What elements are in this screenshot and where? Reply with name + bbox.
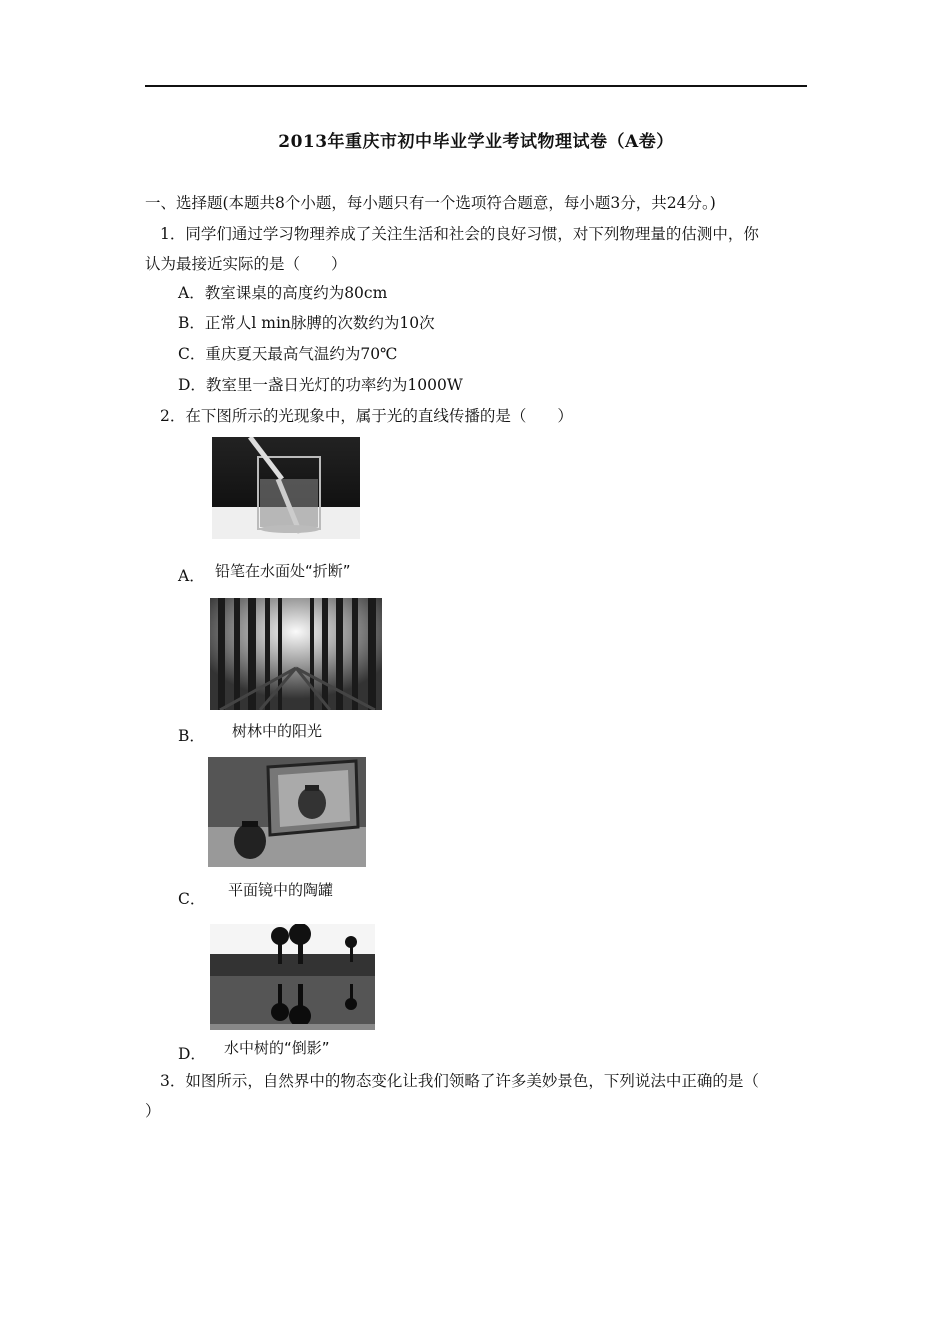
exam-title: 2013年重庆市初中毕业学业考试物理试卷（A卷） bbox=[278, 132, 674, 152]
q1-stem-line2: 认为最接近实际的是（ ） bbox=[145, 255, 347, 273]
q2-option-a-caption: 铅笔在水面处“折断” bbox=[215, 562, 351, 580]
q1-option-a: A．教室课桌的高度约为80cm bbox=[178, 284, 388, 302]
mirror-jar-image bbox=[208, 757, 366, 867]
tree-reflection-image bbox=[210, 924, 375, 1030]
q2-option-c-label: C． bbox=[178, 890, 206, 908]
q2-option-d-label: D． bbox=[178, 1045, 206, 1063]
header-rule bbox=[145, 85, 807, 87]
q2-option-c-caption: 平面镜中的陶罐 bbox=[228, 881, 334, 899]
q1-stem-line1: 1．同学们通过学习物理养成了关注生活和社会的良好习惯，对下列物理量的估测中，你 bbox=[160, 225, 759, 243]
q2-option-b-caption: 树林中的阳光 bbox=[232, 722, 323, 740]
section-header: 一、选择题(本题共8个小题，每小题只有一个选项符合题意，每小题3分，共24分。) bbox=[145, 194, 716, 212]
q1-option-b: B．正常人l min脉膊的次数约为10次 bbox=[178, 314, 435, 332]
pencil-in-water-image bbox=[212, 437, 360, 539]
forest-sunlight-image bbox=[210, 598, 382, 710]
q3-stem-line2: ） bbox=[145, 1102, 161, 1120]
q3-stem-line1: 3．如图所示，自然界中的物态变化让我们领略了许多美妙景色，下列说法中正确的是（ bbox=[160, 1072, 759, 1090]
q1-option-d: D．教室里一盏日光灯的功率约为1000W bbox=[178, 376, 463, 394]
q2-stem: 2．在下图所示的光现象中，属于光的直线传播的是（ ） bbox=[160, 407, 573, 425]
q2-option-d-caption: 水中树的“倒影” bbox=[224, 1039, 330, 1057]
q1-option-c: C．重庆夏天最高气温约为70℃ bbox=[178, 345, 398, 363]
q2-option-a-label: A． bbox=[178, 567, 205, 585]
q2-option-b-label: B． bbox=[178, 727, 205, 745]
